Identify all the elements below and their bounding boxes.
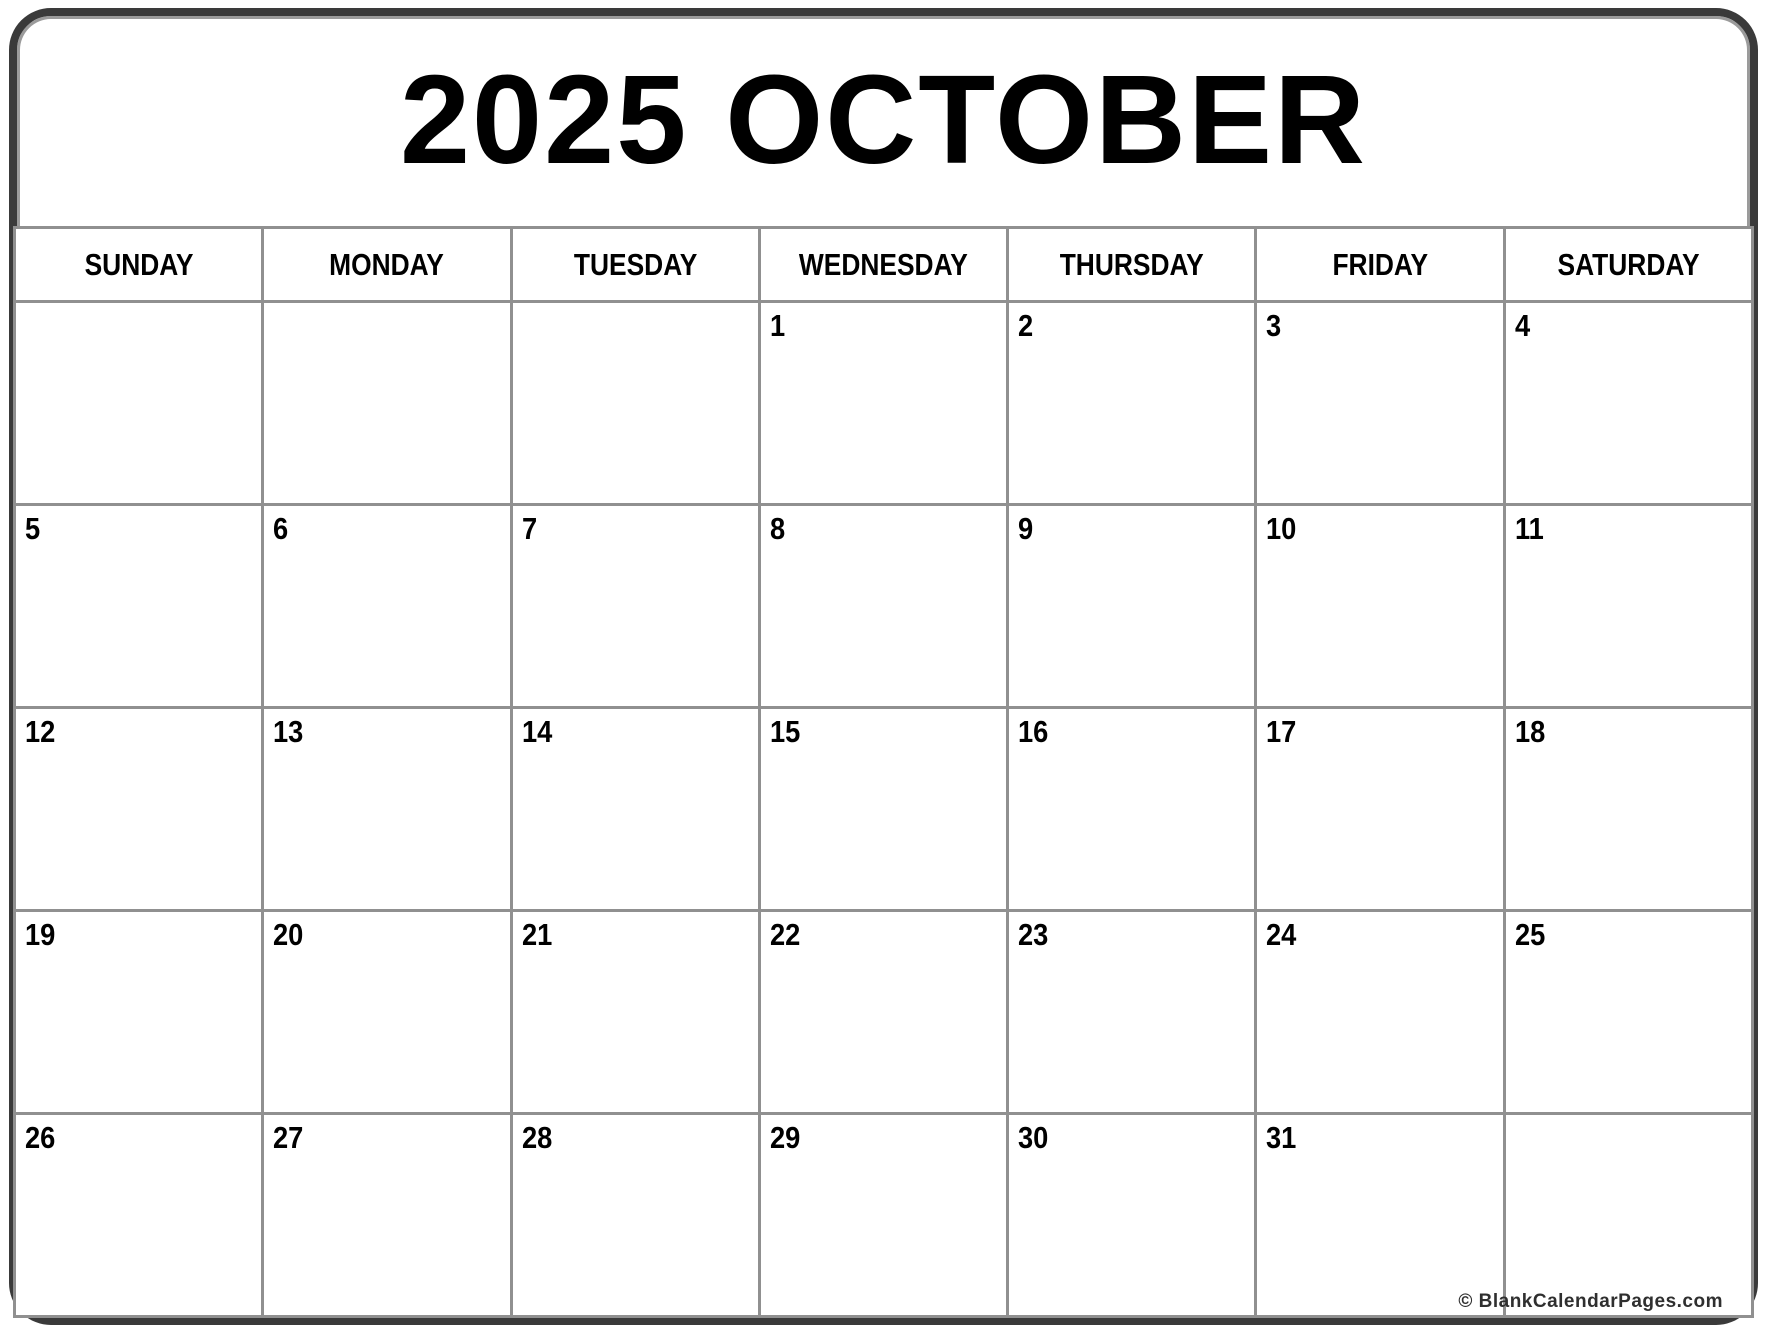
date-number-26: 26 — [25, 1120, 56, 1155]
date-number-12: 12 — [25, 714, 56, 749]
watermark: © BlankCalendarPages.com — [1458, 1291, 1723, 1312]
date-cell-12 — [16, 709, 261, 909]
date-cell-23 — [1009, 912, 1254, 1112]
date-cell-14 — [513, 709, 758, 909]
date-number-31: 31 — [1266, 1120, 1297, 1155]
empty-cell — [264, 303, 509, 503]
date-cell-17 — [1257, 709, 1502, 909]
weekday-header-tuesday — [513, 229, 758, 300]
date-number-29: 29 — [769, 1120, 801, 1155]
date-cell-21 — [513, 912, 758, 1112]
date-number-30: 30 — [1018, 1120, 1049, 1155]
date-cell-28 — [513, 1115, 758, 1315]
date-number-21: 21 — [521, 917, 552, 952]
weekday-header-monday — [264, 229, 509, 300]
date-number-8: 8 — [769, 511, 786, 546]
date-cell-24 — [1257, 912, 1502, 1112]
date-cell-19 — [16, 912, 261, 1112]
date-cell-18 — [1506, 709, 1751, 909]
date-number-18: 18 — [1514, 714, 1546, 749]
date-cell-6 — [264, 506, 509, 706]
date-number-17: 17 — [1266, 714, 1297, 749]
date-number-27: 27 — [273, 1120, 304, 1155]
date-cell-1 — [761, 303, 1006, 503]
weekday-label: THURSDAY — [1059, 246, 1204, 282]
date-number-9: 9 — [1018, 511, 1034, 546]
weekday-label: FRIDAY — [1332, 246, 1428, 282]
date-cell-10 — [1257, 506, 1502, 706]
empty-cell — [16, 303, 261, 503]
date-cell-7 — [513, 506, 758, 706]
empty-cell — [513, 303, 758, 503]
date-cell-9 — [1009, 506, 1254, 706]
date-number-14: 14 — [521, 714, 552, 749]
date-number-16: 16 — [1018, 714, 1049, 749]
date-cell-4 — [1506, 303, 1751, 503]
date-cell-25 — [1506, 912, 1751, 1112]
date-cell-5 — [16, 506, 261, 706]
date-cell-11 — [1506, 506, 1751, 706]
date-number-23: 23 — [1018, 917, 1049, 952]
date-cell-8 — [761, 506, 1006, 706]
date-number-3: 3 — [1266, 308, 1282, 343]
weekday-label: SUNDAY — [84, 246, 194, 282]
date-number-20: 20 — [273, 917, 304, 952]
weekday-header-saturday — [1506, 229, 1751, 300]
weekday-header-wednesday — [761, 229, 1006, 300]
date-number-5: 5 — [25, 511, 41, 546]
date-number-13: 13 — [273, 714, 304, 749]
weekday-label: SATURDAY — [1557, 246, 1700, 282]
date-cell-15 — [761, 709, 1006, 909]
date-cell-31 — [1257, 1115, 1502, 1315]
calendar-title: 2025 OCTOBER — [399, 49, 1368, 190]
date-number-10: 10 — [1266, 511, 1297, 546]
weekday-header-thursday — [1009, 229, 1254, 300]
date-number-4: 4 — [1514, 308, 1530, 343]
date-number-1: 1 — [769, 308, 786, 343]
weekday-label: MONDAY — [329, 246, 445, 282]
date-number-2: 2 — [1018, 308, 1034, 343]
date-cell-29 — [761, 1115, 1006, 1315]
date-number-25: 25 — [1514, 917, 1546, 952]
date-number-7: 7 — [521, 511, 537, 546]
date-cell-22 — [761, 912, 1006, 1112]
date-cell-2 — [1009, 303, 1254, 503]
date-number-6: 6 — [273, 511, 289, 546]
date-number-11: 11 — [1514, 511, 1544, 546]
date-cell-16 — [1009, 709, 1254, 909]
calendar-grid — [13, 226, 1754, 1318]
date-number-15: 15 — [769, 714, 801, 749]
date-number-19: 19 — [25, 917, 56, 952]
date-cell-26 — [16, 1115, 261, 1315]
date-cell-27 — [264, 1115, 509, 1315]
weekday-label: TUESDAY — [573, 246, 697, 282]
date-cell-13 — [264, 709, 509, 909]
date-cell-30 — [1009, 1115, 1254, 1315]
weekday-header-sunday — [16, 229, 261, 300]
date-cell-20 — [264, 912, 509, 1112]
empty-cell — [1506, 1115, 1751, 1315]
date-number-28: 28 — [521, 1120, 552, 1155]
weekday-header-friday — [1257, 229, 1502, 300]
date-cell-3 — [1257, 303, 1502, 503]
date-number-24: 24 — [1266, 917, 1297, 952]
date-number-22: 22 — [769, 917, 801, 952]
weekday-label: WEDNESDAY — [799, 246, 968, 282]
